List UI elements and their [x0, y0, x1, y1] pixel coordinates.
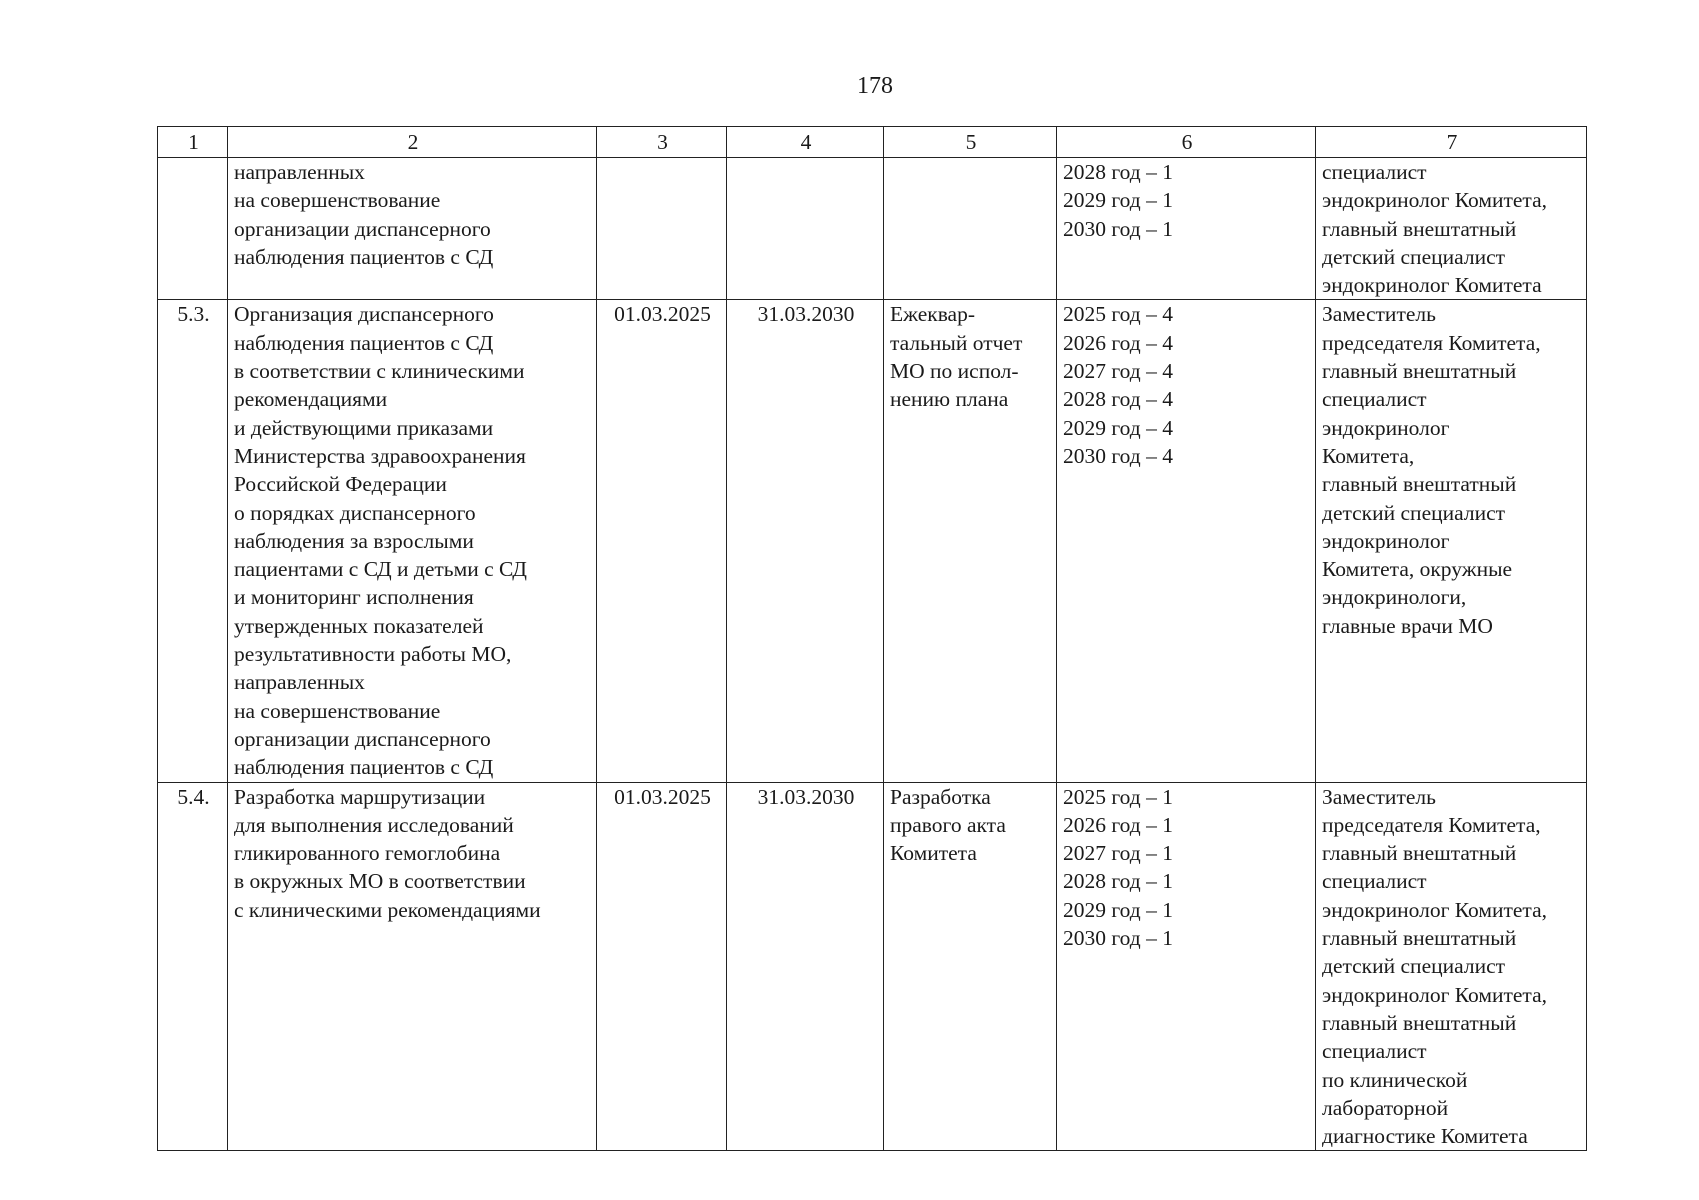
header-col-7: 7	[1316, 127, 1587, 158]
cell-line: эндокринолог Комитета,	[1322, 982, 1548, 1007]
cell-line: Министерства здравоохранения	[234, 443, 526, 468]
cell-line: эндокринолог	[1322, 528, 1450, 553]
cell-line: 2029 год – 1	[1063, 188, 1173, 213]
header-row	[158, 127, 1587, 158]
cell-line: в окружных МО в соответствии	[234, 869, 526, 894]
indicators-cell	[1057, 158, 1316, 300]
cell-line: о порядках диспансерного	[234, 500, 476, 525]
cell-line: 2029 год – 1	[1063, 897, 1173, 922]
cell-line: 2026 год – 1	[1063, 812, 1173, 837]
cell-line: правого акта	[890, 812, 1006, 837]
cell-line: 2029 год – 4	[1063, 415, 1173, 440]
start-date-cell	[597, 158, 727, 300]
cell-line: детский специалист	[1322, 954, 1506, 979]
cell-line: специалист	[1322, 160, 1427, 184]
cell-line: специалист	[1322, 387, 1427, 412]
cell-line: главный внештатный	[1322, 926, 1517, 951]
cell-line: Разработка маршрутизации	[234, 784, 486, 809]
cell-line: Заместитель	[1322, 784, 1436, 809]
plan-table	[157, 126, 1587, 1151]
cell-line: Организация диспансерного	[234, 302, 494, 327]
cell-line: организации диспансерного	[234, 216, 491, 241]
cell-line: 2025 год – 1	[1063, 784, 1173, 809]
cell-line: по клинической	[1322, 1067, 1468, 1092]
cell-line: Заместитель	[1322, 302, 1436, 327]
cell-line: главные врачи МО	[1322, 613, 1493, 638]
cell-line: 2025 год – 4	[1063, 302, 1173, 327]
indicators-cell	[1057, 300, 1316, 782]
header-col-4: 4	[727, 127, 884, 158]
cell-line: на совершенствование	[234, 188, 441, 213]
row-number: 5.4.	[158, 782, 228, 1151]
cell-line: эндокринолог	[1322, 415, 1450, 440]
cell-line: и действующими приказами	[234, 415, 494, 440]
cell-line: 2030 год – 4	[1063, 443, 1173, 468]
header-col-1: 1	[158, 127, 228, 158]
cell-line: детский специалист	[1322, 500, 1506, 525]
cell-line: 2028 год – 4	[1063, 387, 1173, 412]
cell-line: эндокринологи,	[1322, 585, 1467, 610]
row-number	[158, 158, 228, 300]
table-row	[158, 158, 1587, 300]
page-number: 178	[857, 73, 893, 99]
cell-line: наблюдения пациентов с СД	[234, 244, 494, 269]
cell-line: 2027 год – 4	[1063, 359, 1173, 384]
end-date-cell	[727, 158, 884, 300]
cell-line: Российской Федерации	[234, 472, 447, 497]
result-cell	[884, 300, 1057, 782]
end-date-cell: 31.03.2030	[727, 300, 884, 782]
cell-line: 2028 год – 1	[1063, 869, 1173, 894]
cell-line: организации диспансерного	[234, 726, 491, 751]
cell-line: и мониторинг исполнения	[234, 585, 474, 610]
cell-line: Комитета	[890, 841, 977, 866]
cell-line: 2028 год – 1	[1063, 160, 1173, 184]
cell-line: специалист	[1322, 869, 1427, 894]
cell-line: рекомендациями	[234, 387, 388, 412]
cell-line: наблюдения пациентов с СД	[234, 330, 494, 355]
cell-line: 2030 год – 1	[1063, 926, 1173, 951]
action-cell	[228, 158, 597, 300]
row-number: 5.3.	[158, 300, 228, 782]
cell-line: Разработка	[890, 784, 991, 809]
cell-line: Комитета, окружные	[1322, 557, 1513, 582]
action-cell	[228, 300, 597, 782]
cell-line: пациентами с СД и детьми с СД	[234, 557, 527, 582]
action-cell	[228, 782, 597, 1151]
cell-line: Комитета,	[1322, 443, 1415, 468]
cell-line: направленных	[234, 160, 365, 184]
end-date-cell: 31.03.2030	[727, 782, 884, 1151]
cell-line: главный внештатный	[1322, 1010, 1517, 1035]
cell-line: гликированного гемоглобина	[234, 841, 501, 866]
cell-line: главный внештатный	[1322, 841, 1517, 866]
cell-line: диагностике Комитета	[1322, 1124, 1528, 1149]
cell-line: нению плана	[890, 387, 1009, 412]
cell-line: 2027 год – 1	[1063, 841, 1173, 866]
header-col-6: 6	[1057, 127, 1316, 158]
result-cell	[884, 158, 1057, 300]
cell-line: утвержденных показателей	[234, 613, 484, 638]
cell-line: главный внештатный	[1322, 472, 1517, 497]
cell-line: эндокринолог Комитета	[1322, 273, 1542, 298]
result-cell	[884, 782, 1057, 1151]
cell-line: направленных	[234, 670, 365, 695]
cell-line: МО по испол-	[890, 359, 1019, 384]
cell-line: тальный отчет	[890, 330, 1023, 355]
header-col-2: 2	[228, 127, 597, 158]
table-row	[158, 782, 1587, 1151]
responsible-cell	[1316, 782, 1587, 1151]
start-date-cell: 01.03.2025	[597, 300, 727, 782]
cell-line: главный внештатный	[1322, 216, 1517, 241]
cell-line: эндокринолог Комитета,	[1322, 897, 1548, 922]
header-col-5: 5	[884, 127, 1057, 158]
indicators-cell	[1057, 782, 1316, 1151]
cell-line: детский специалист	[1322, 244, 1506, 269]
cell-line: главный внештатный	[1322, 359, 1517, 384]
cell-line: для выполнения исследований	[234, 812, 514, 837]
cell-line: председателя Комитета,	[1322, 330, 1541, 355]
cell-line: 2030 год – 1	[1063, 216, 1173, 241]
responsible-cell	[1316, 300, 1587, 782]
table-row	[158, 300, 1587, 782]
cell-line: 2026 год – 4	[1063, 330, 1173, 355]
cell-line: результативности работы МО,	[234, 642, 512, 667]
cell-line: на совершенствование	[234, 698, 441, 723]
cell-line: лабораторной	[1322, 1095, 1449, 1120]
responsible-cell	[1316, 158, 1587, 300]
cell-line: наблюдения пациентов с СД	[234, 755, 494, 780]
header-col-3: 3	[597, 127, 727, 158]
cell-line: с клиническими рекомендациями	[234, 897, 541, 922]
cell-line: в соответствии с клиническими	[234, 359, 525, 384]
cell-line: наблюдения за взрослыми	[234, 528, 474, 553]
cell-line: специалист	[1322, 1039, 1427, 1064]
cell-line: председателя Комитета,	[1322, 812, 1541, 837]
cell-line: эндокринолог Комитета,	[1322, 188, 1548, 213]
cell-line: Ежеквар-	[890, 302, 976, 327]
start-date-cell: 01.03.2025	[597, 782, 727, 1151]
